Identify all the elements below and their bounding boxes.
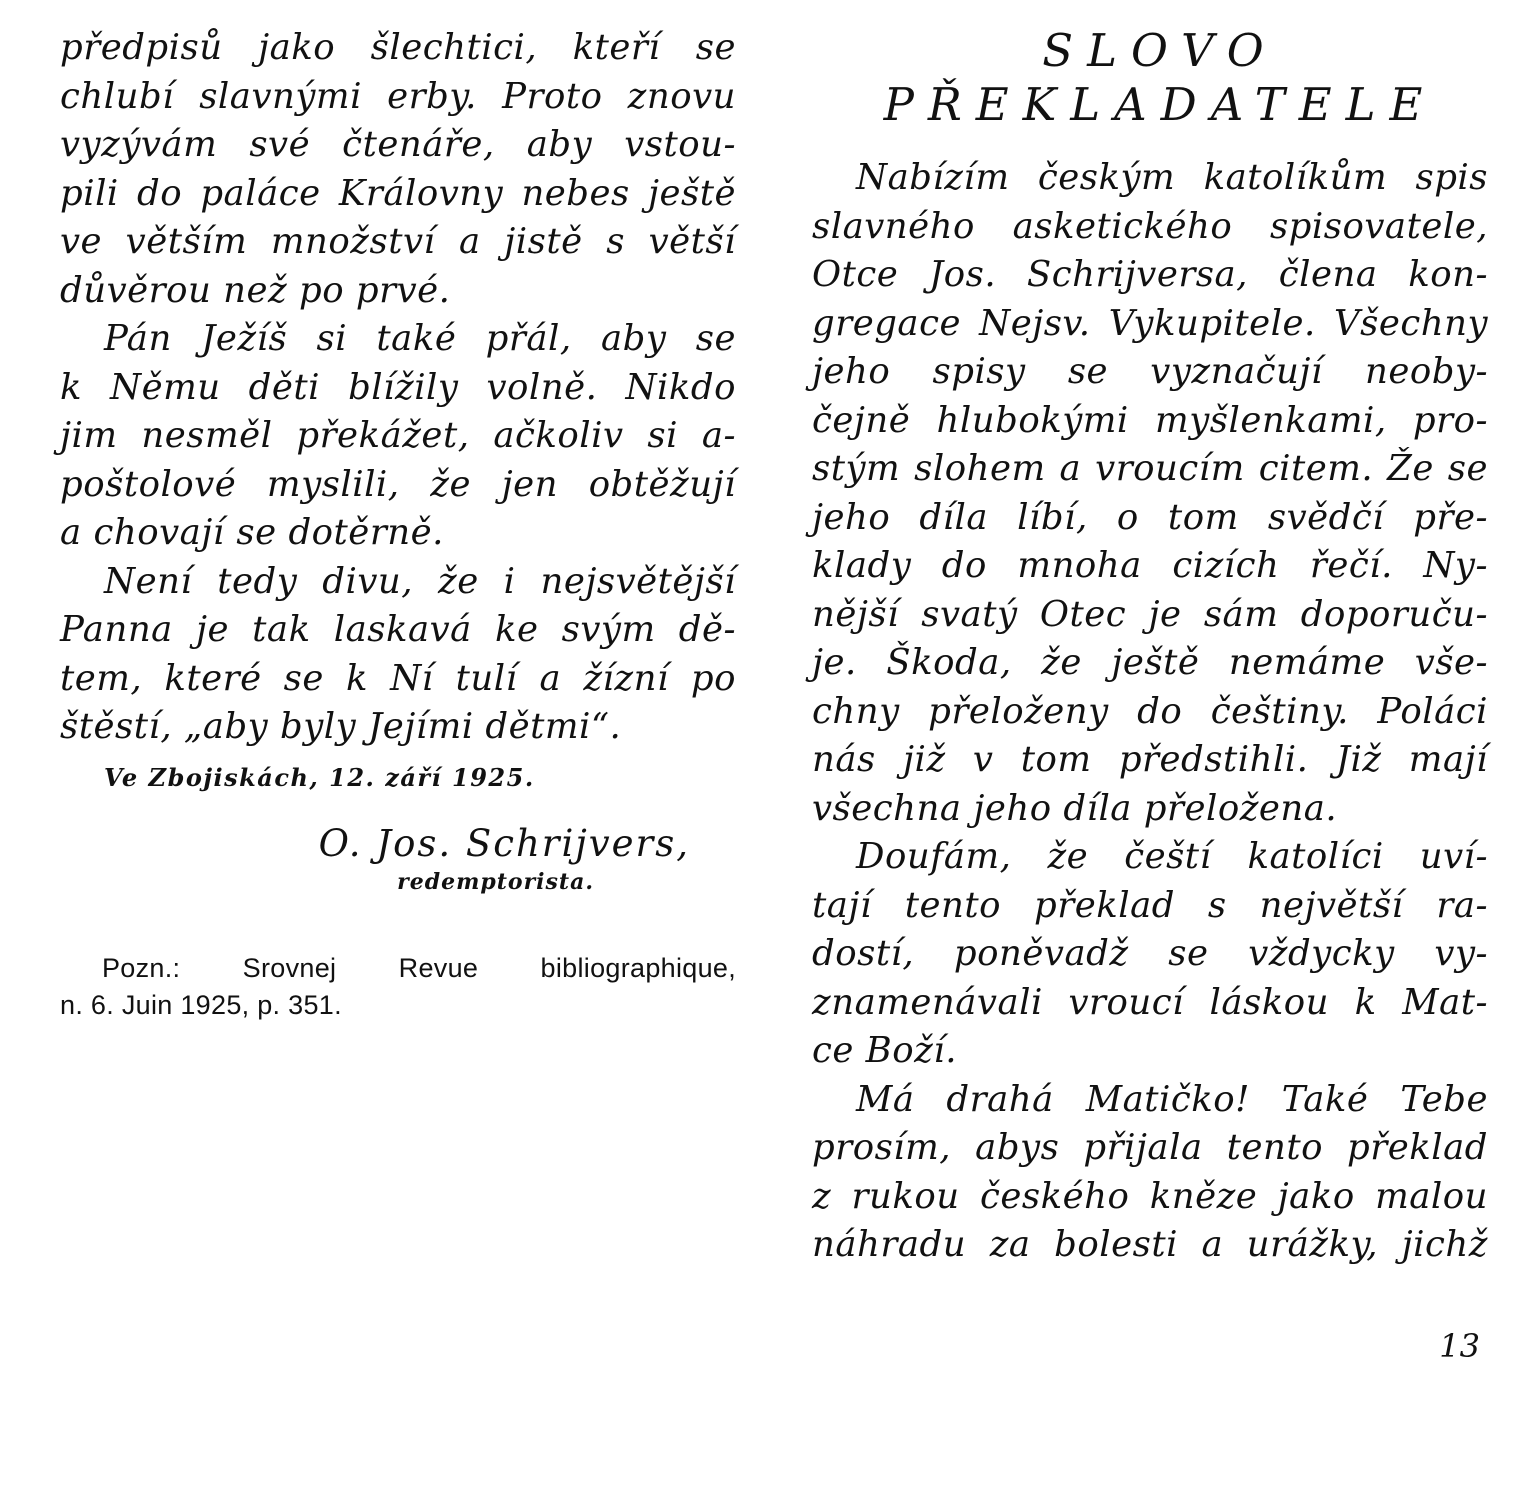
text-line: štěstí, „aby byly Jejími dětmi“. [60, 706, 622, 747]
right-column [812, 24, 1488, 1270]
text-line: Pán Ježíš si také přál, aby se [104, 318, 736, 359]
text-line: všechna jeho díla přeložena. [812, 787, 1338, 829]
text-line: jim nesměl překážet, ačkoliv si a- [60, 415, 736, 456]
text-line: poštolové myslili, že jen obtěžují [60, 463, 736, 505]
text-line: chny přeloženy do češtiny. Poláci [812, 690, 1488, 732]
section-title [812, 24, 1488, 132]
left-paragraph-1 [60, 24, 736, 315]
text-line: nás již v tom předstihli. Již mají [812, 739, 1488, 780]
title-line: SLOVO [1042, 24, 1278, 77]
signature-role: redemptorista. [397, 868, 594, 895]
text-line: čejně hlubokými myšlenkami, pro- [812, 399, 1488, 441]
left-paragraph-3 [60, 558, 736, 752]
text-line: náhradu za bolesti a urážky, jichž [812, 1224, 1488, 1265]
text-line: ve větším množství a jistě s větší [60, 221, 736, 262]
text-line: slavného asketického spisovatele, [812, 205, 1488, 247]
text-line: Otce Jos. Schrijversa, člena kon- [812, 254, 1488, 295]
text-line: Nabízím českým katolíkům spis [856, 157, 1488, 198]
text-line: Není tedy divu, že i nejsvětější [104, 560, 736, 602]
text-line: Doufám, že čeští katolíci uví- [856, 836, 1488, 877]
title-line: PŘEKLADATELE [883, 78, 1437, 131]
footnote [60, 950, 736, 1024]
text-line: prosím, abys přijala tento překlad [812, 1127, 1488, 1168]
right-paragraph-1 [812, 154, 1488, 833]
text-line: vyzývám své čtenáře, aby vstou- [60, 124, 736, 165]
text-line: dostí, poněvadž se vždycky vy- [812, 933, 1488, 974]
place-date: Ve Zbojiskách, 12. září 1925. [104, 762, 535, 792]
text-line: a chovají se dotěrně. [60, 512, 444, 553]
text-line: je. Škoda, že ještě nemáme vše- [812, 642, 1488, 683]
text-line: Má drahá Matičko! Také Tebe [856, 1078, 1488, 1120]
text-line: stým slohem a vroucím citem. Že se [812, 448, 1488, 489]
text-line: jeho spisy se vyznačují neoby- [812, 351, 1488, 392]
text-line: klady do mnoha cizích řečí. Ny- [812, 545, 1488, 586]
right-paragraph-3 [812, 1076, 1488, 1270]
text-line: tem, které se k Ní tulí a žízní po [60, 657, 736, 699]
text-line: jeho díla líbí, o tom svědčí pře- [812, 496, 1488, 538]
left-paragraph-2 [60, 315, 736, 558]
footnote-line: Pozn.: Srovnej Revue bibliographique, [102, 952, 736, 983]
page-number: 13 [1439, 1327, 1480, 1365]
footnote-line: n. 6. Juin 1925, p. 351. [60, 989, 342, 1020]
text-line: tají tento překlad s největší ra- [812, 884, 1488, 926]
text-line: znamenávali vroucí láskou k Mat- [812, 981, 1488, 1023]
text-line: ce Boží. [812, 1030, 957, 1071]
right-paragraph-2 [812, 833, 1488, 1076]
text-line: k Němu děti blížily volně. Nikdo [60, 366, 736, 408]
text-line: z rukou českého kněze jako malou [812, 1175, 1488, 1217]
text-line: důvěrou než po prvé. [60, 269, 451, 311]
signature [60, 822, 736, 898]
text-line: chlubí slavnými erby. Proto znovu [60, 75, 736, 117]
text-line: gregace Nejsv. Vykupitele. Všechny [812, 302, 1488, 344]
text-line: pili do paláce Královny nebes ještě [60, 172, 736, 214]
text-line: nější svatý Otec je sám doporuču- [812, 593, 1488, 635]
signature-name: O. Jos. Schrijvers, [318, 821, 690, 865]
text-line: Panna je tak laskavá ke svým dě- [60, 609, 736, 650]
left-column [60, 24, 736, 1024]
text-line: předpisů jako šlechtici, kteří se [60, 27, 736, 68]
